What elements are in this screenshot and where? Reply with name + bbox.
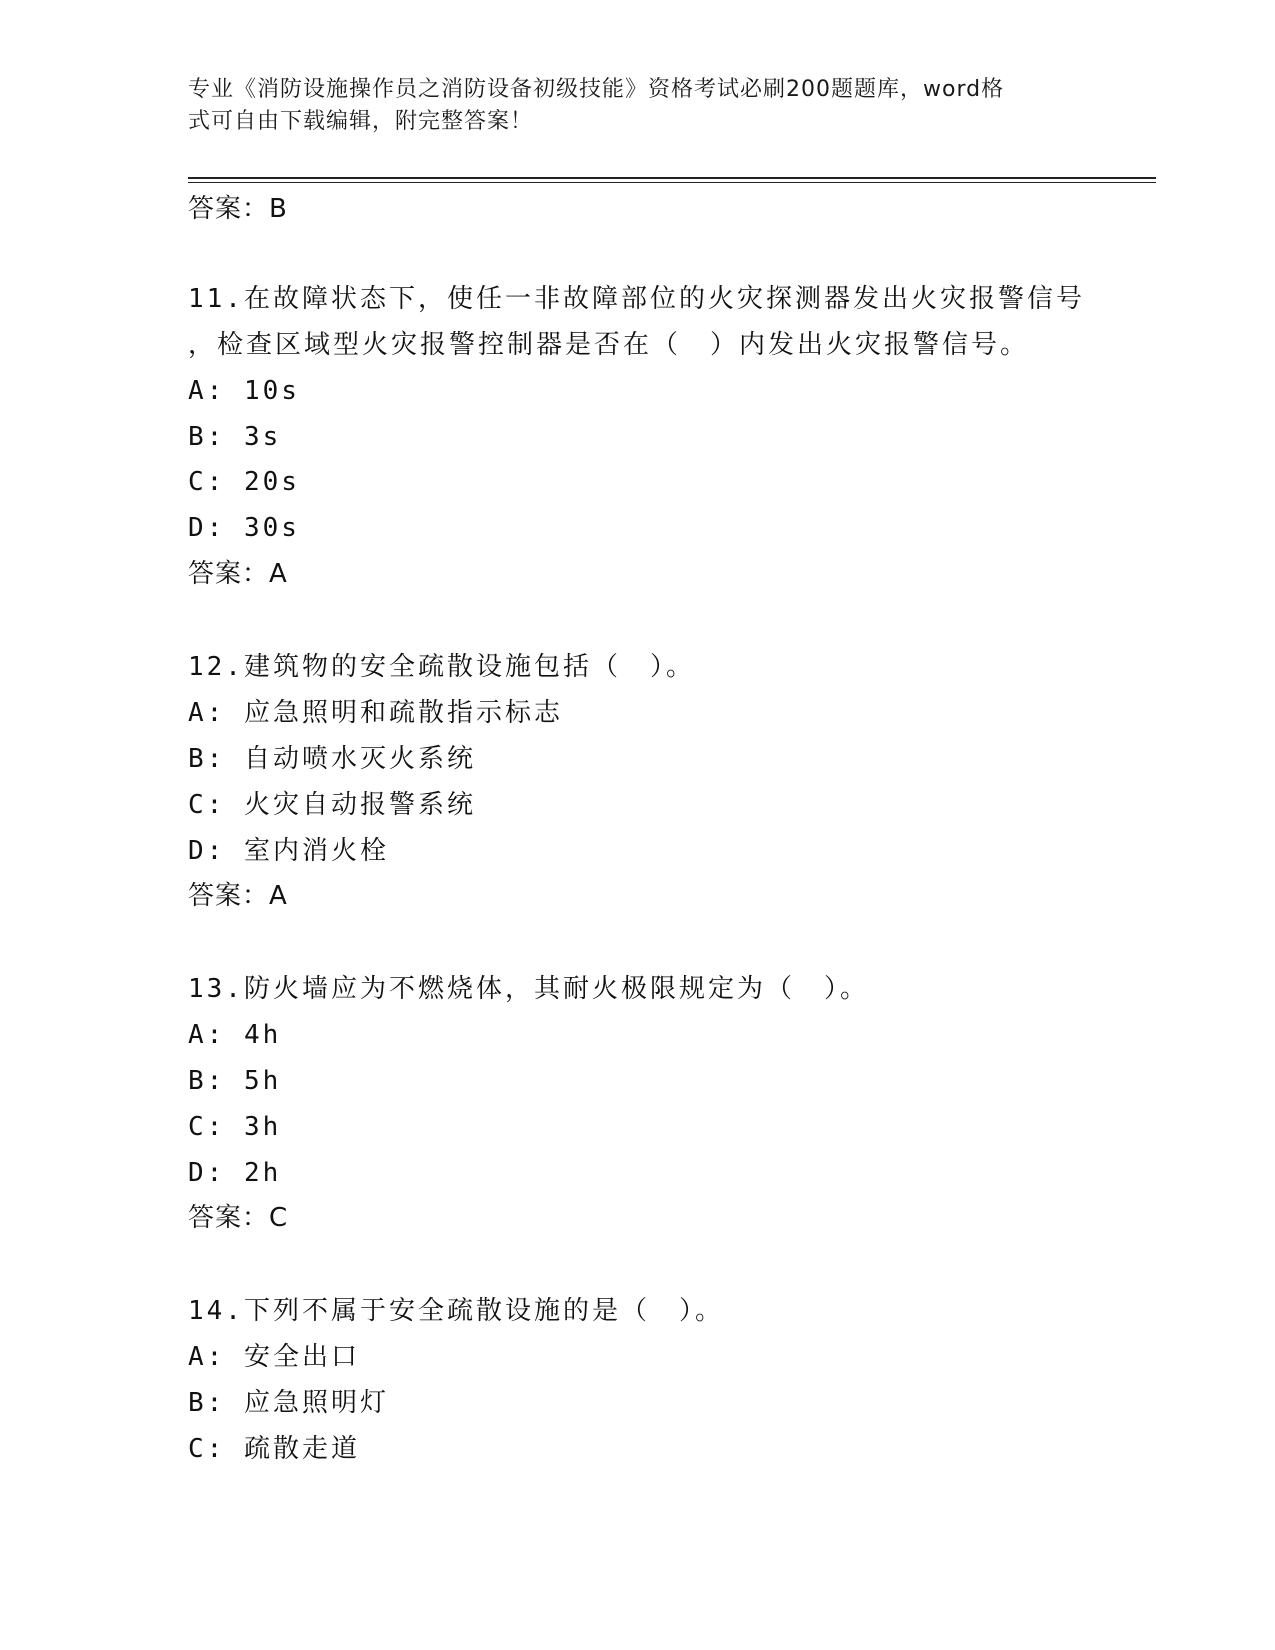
question-13-option-b: B: 5h: [188, 1066, 282, 1096]
question-13-stem: 13.防火墙应为不燃烧体，其耐火极限规定为（ ）。: [188, 974, 869, 1004]
header-divider: [188, 177, 1156, 183]
header-line-1: 专业《消防设施操作员之消防设备初级技能》资格考试必刷200题题库，word格: [188, 77, 1005, 102]
question-13-option-a: A: 4h: [188, 1020, 282, 1050]
question-11-option-a: A: 10s: [188, 376, 300, 406]
question-11-answer: 答案：A: [188, 559, 288, 589]
header-line-2: 式可自由下载编辑，附完整答案！: [188, 109, 534, 134]
question-14-option-a: A: 安全出口: [188, 1342, 360, 1372]
question-12-option-b: B: 自动喷水灭火系统: [188, 744, 476, 774]
question-11-option-c: C: 20s: [188, 467, 300, 497]
question-11-stem-line-2: ，检查区域型火灾报警控制器是否在（ ）内发出火灾报警信号。: [188, 330, 1030, 360]
question-11-stem-line-1: 11.在故障状态下，使任一非故障部位的火灾探测器发出火灾报警信号: [188, 284, 1085, 314]
question-12-option-a: A: 应急照明和疏散指示标志: [188, 698, 563, 728]
question-13-answer: 答案：C: [188, 1203, 289, 1233]
question-13-option-d: D: 2h: [188, 1158, 282, 1188]
question-12-option-c: C: 火灾自动报警系统: [188, 790, 476, 820]
question-12-option-d: D: 室内消火栓: [188, 836, 389, 866]
question-11-option-d: D: 30s: [188, 513, 300, 543]
previous-answer: 答案：B: [188, 194, 288, 224]
question-12-answer: 答案：A: [188, 881, 288, 911]
question-11-option-b: B: 3s: [188, 422, 282, 452]
question-13-option-c: C: 3h: [188, 1112, 282, 1142]
question-14-stem: 14.下列不属于安全疏散设施的是（ ）。: [188, 1296, 724, 1326]
question-12-stem: 12.建筑物的安全疏散设施包括（ ）。: [188, 652, 695, 682]
question-14-option-c: C: 疏散走道: [188, 1434, 360, 1464]
document-header: [188, 74, 1068, 138]
question-14-option-b: B: 应急照明灯: [188, 1388, 389, 1418]
